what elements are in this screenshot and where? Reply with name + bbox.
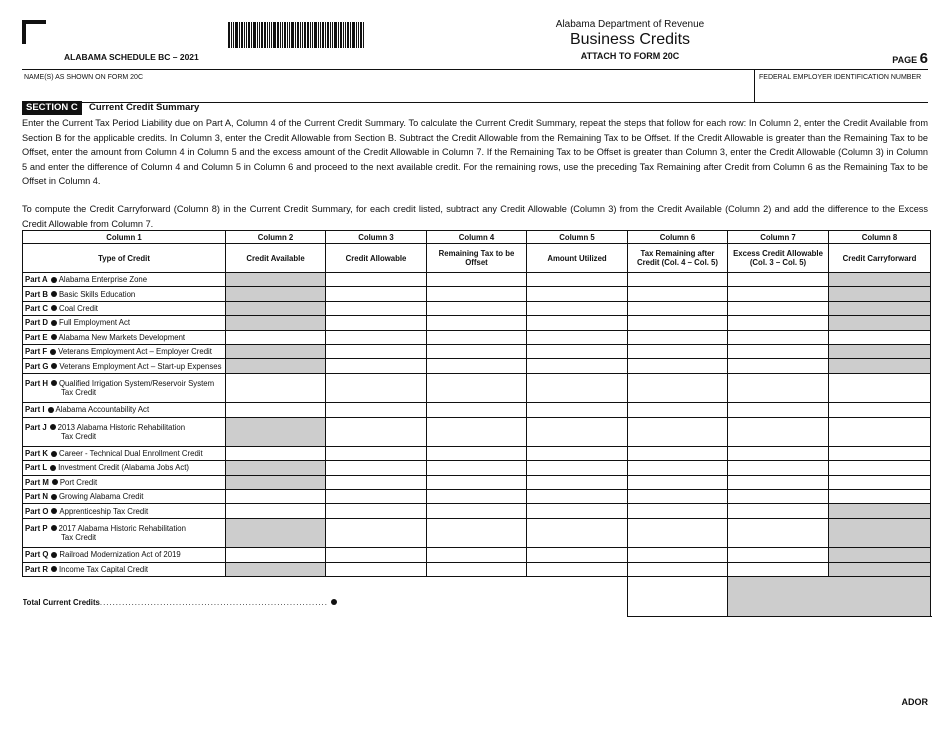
amount-cell-col7[interactable] — [728, 273, 829, 287]
bullet-icon — [51, 305, 57, 311]
credit-name-continued: Tax Credit — [61, 431, 97, 441]
amount-cell-col2 — [226, 273, 326, 287]
bullet-icon — [51, 380, 57, 386]
amount-cell-col8 — [829, 316, 931, 330]
credit-type-cell — [23, 461, 226, 475]
column-title-2: Credit Available — [226, 244, 326, 273]
form-barcode — [228, 22, 366, 48]
total-shaded-cell — [728, 577, 931, 617]
part-label: Part B — [25, 289, 48, 299]
amount-cell-col5[interactable] — [527, 301, 628, 315]
credit-name: 2017 Alabama Historic Rehabilitation — [58, 524, 186, 534]
bullet-icon — [51, 334, 57, 340]
amount-cell-col5[interactable] — [527, 461, 628, 475]
bullet-icon — [48, 407, 54, 413]
amount-cell-col4[interactable] — [427, 490, 527, 504]
table-row — [23, 417, 931, 446]
credit-name: Alabama Enterprise Zone — [58, 275, 148, 285]
credit-name: Income Tax Capital Credit — [58, 564, 149, 574]
credit-name: 2013 Alabama Historic Rehabilitation — [57, 422, 186, 432]
amount-cell-col5[interactable] — [527, 287, 628, 301]
amount-cell-col3[interactable] — [326, 373, 427, 402]
table-row — [23, 490, 931, 504]
column-number-2: Column 2 — [226, 231, 326, 244]
table-row — [23, 273, 931, 287]
amount-cell-col3[interactable] — [326, 344, 427, 358]
amount-cell-col8[interactable] — [829, 461, 931, 475]
fein-field-label: FEDERAL EMPLOYER IDENTIFICATION NUMBER — [759, 74, 922, 81]
amount-cell-col5[interactable] — [527, 504, 628, 518]
amount-cell-col2 — [226, 475, 326, 489]
part-label: Part P — [25, 524, 48, 534]
amount-cell-col2[interactable] — [226, 403, 326, 417]
table-row — [23, 403, 931, 417]
page-number: 6 — [919, 50, 928, 67]
part-label: Part R — [25, 564, 48, 574]
amount-cell-col6[interactable] — [628, 504, 728, 518]
amount-cell-col3[interactable] — [326, 359, 427, 373]
section-title: Current Credit Summary — [89, 102, 200, 113]
amount-cell-col3[interactable] — [326, 330, 427, 344]
table-row — [23, 461, 931, 475]
amount-cell-col3[interactable] — [326, 417, 427, 446]
name-field-label: NAME(S) AS SHOWN ON FORM 20C — [24, 74, 144, 81]
credit-name: Growing Alabama Credit — [58, 492, 144, 502]
amount-cell-col5[interactable] — [527, 403, 628, 417]
bullet-icon — [50, 349, 56, 355]
total-label-cell — [23, 577, 628, 617]
table-row — [23, 446, 931, 460]
amount-cell-col4[interactable] — [427, 287, 527, 301]
amount-cell-col2[interactable] — [226, 548, 326, 562]
amount-cell-col4[interactable] — [427, 403, 527, 417]
table-row — [23, 344, 931, 358]
amount-cell-col5[interactable] — [527, 475, 628, 489]
part-label: Part H — [25, 378, 48, 388]
amount-cell-col8[interactable] — [829, 446, 931, 460]
amount-cell-col2[interactable] — [226, 330, 326, 344]
amount-cell-col2 — [226, 417, 326, 446]
amount-cell-col2 — [226, 316, 326, 330]
ador-mark: ADOR — [901, 697, 928, 707]
amount-cell-col4[interactable] — [427, 330, 527, 344]
amount-cell-col7[interactable] — [728, 359, 829, 373]
amount-cell-col3[interactable] — [326, 287, 427, 301]
amount-cell-col3[interactable] — [326, 548, 427, 562]
column-number-1: Column 1 — [23, 231, 226, 244]
amount-cell-col3[interactable] — [326, 316, 427, 330]
amount-cell-col4[interactable] — [427, 548, 527, 562]
amount-cell-col2 — [226, 301, 326, 315]
amount-cell-col2 — [226, 287, 326, 301]
credit-type-cell — [23, 417, 226, 446]
amount-cell-col8[interactable] — [829, 403, 931, 417]
amount-cell-col3[interactable] — [326, 475, 427, 489]
credit-type-cell — [23, 359, 226, 373]
bullet-icon — [51, 508, 57, 514]
amount-cell-col7[interactable] — [728, 548, 829, 562]
part-label: Part G — [25, 361, 49, 371]
credit-summary-table — [22, 230, 931, 617]
part-label: Part N — [25, 492, 48, 502]
amount-cell-col4[interactable] — [427, 504, 527, 518]
part-label: Part K — [25, 449, 48, 459]
credit-name: Career - Technical Dual Enrollment Credit — [58, 449, 203, 459]
bullet-icon — [50, 424, 56, 430]
table-row — [23, 548, 931, 562]
credit-type-cell — [23, 373, 226, 402]
amount-cell-col8[interactable] — [829, 417, 931, 446]
amount-cell-col8 — [829, 518, 931, 547]
total-label: Total Current Credits — [22, 598, 100, 608]
amount-cell-col3[interactable] — [326, 461, 427, 475]
credit-name-continued: Tax Credit — [61, 533, 97, 543]
name-field[interactable] — [24, 74, 143, 81]
credit-name: Apprenticeship Tax Credit — [59, 506, 149, 516]
amount-cell-col6[interactable] — [628, 446, 728, 460]
amount-cell-col3[interactable] — [326, 562, 427, 576]
bullet-icon — [51, 552, 57, 558]
amount-cell-col3[interactable] — [326, 446, 427, 460]
bullet-icon — [331, 599, 337, 605]
part-label: Part C — [25, 303, 48, 313]
column-number-5: Column 5 — [527, 231, 628, 244]
amount-cell-col5[interactable] — [527, 417, 628, 446]
amount-cell-col4[interactable] — [427, 475, 527, 489]
credit-name: Investment Credit (Alabama Jobs Act) — [58, 463, 189, 473]
amount-cell-col7[interactable] — [728, 518, 829, 547]
table-row — [23, 518, 931, 547]
column-title-3: Credit Allowable — [326, 244, 427, 273]
amount-cell-col5[interactable] — [527, 316, 628, 330]
credit-name: Qualified Irrigation System/Reservoir System — [58, 378, 215, 388]
amount-cell-col7[interactable] — [728, 417, 829, 446]
amount-cell-col4[interactable] — [427, 344, 527, 358]
amount-cell-col8 — [829, 273, 931, 287]
bullet-icon — [51, 320, 57, 326]
amount-cell-col6[interactable] — [628, 403, 728, 417]
amount-cell-col2 — [226, 344, 326, 358]
amount-cell-col8 — [829, 359, 931, 373]
amount-cell-col4[interactable] — [427, 417, 527, 446]
amount-cell-col2[interactable] — [226, 490, 326, 504]
amount-cell-col5[interactable] — [527, 373, 628, 402]
amount-cell-col6[interactable] — [628, 359, 728, 373]
amount-cell-col6[interactable] — [628, 344, 728, 358]
amount-cell-col6[interactable] — [628, 518, 728, 547]
column-title-4: Remaining Tax to be Offset — [427, 244, 527, 273]
amount-cell-col3[interactable] — [326, 403, 427, 417]
credit-type-cell — [23, 446, 226, 460]
table-row — [23, 316, 931, 330]
amount-cell-col8 — [829, 562, 931, 576]
table-row — [23, 301, 931, 315]
column-number-6: Column 6 — [628, 231, 728, 244]
amount-cell-col5[interactable] — [527, 548, 628, 562]
column-number-row — [23, 231, 931, 244]
amount-cell-col3[interactable] — [326, 301, 427, 315]
bullet-icon — [52, 479, 58, 485]
part-label: Part D — [25, 318, 48, 328]
bullet-icon — [51, 291, 57, 297]
amount-cell-col7[interactable] — [728, 301, 829, 315]
amount-cell-col6[interactable] — [628, 273, 728, 287]
amount-cell-col8[interactable] — [829, 373, 931, 402]
amount-cell-col2[interactable] — [226, 446, 326, 460]
credit-type-cell — [23, 475, 226, 489]
amount-cell-col7[interactable] — [728, 475, 829, 489]
amount-cell-col7[interactable] — [728, 490, 829, 504]
amount-cell-col4[interactable] — [427, 518, 527, 547]
amount-cell-col7[interactable] — [728, 446, 829, 460]
amount-cell-col7[interactable] — [728, 403, 829, 417]
column-title-row — [23, 244, 931, 273]
table-row — [23, 504, 931, 518]
credit-name: Veterans Employment Act – Employer Credit — [58, 347, 212, 357]
amount-cell-col5[interactable] — [527, 446, 628, 460]
bullet-icon — [51, 525, 57, 531]
amount-cell-col2 — [226, 461, 326, 475]
credit-name: Alabama New Markets Development — [58, 332, 186, 342]
amount-cell-col4[interactable] — [427, 562, 527, 576]
amount-cell-col4[interactable] — [427, 446, 527, 460]
column-number-8: Column 8 — [829, 231, 931, 244]
amount-cell-col6[interactable] — [628, 287, 728, 301]
part-label: Part Q — [25, 550, 49, 560]
amount-cell-col8 — [829, 344, 931, 358]
bullet-icon — [50, 465, 56, 471]
column-title-5: Amount Utilized — [527, 244, 628, 273]
amount-cell-col6[interactable] — [628, 475, 728, 489]
amount-cell-col6[interactable] — [628, 548, 728, 562]
form-header — [470, 19, 790, 61]
attach-instruction: ATTACH TO FORM 20C — [580, 51, 680, 61]
amount-cell-col8[interactable] — [829, 330, 931, 344]
column-number-4: Column 4 — [427, 231, 527, 244]
amount-cell-col2 — [226, 562, 326, 576]
amount-cell-col2 — [226, 518, 326, 547]
column-number-7: Column 7 — [728, 231, 829, 244]
credit-type-cell — [23, 490, 226, 504]
amount-cell-col5[interactable] — [527, 518, 628, 547]
amount-cell-col4[interactable] — [427, 359, 527, 373]
amount-cell-col8 — [829, 504, 931, 518]
registration-corner-mark — [22, 20, 46, 44]
bullet-icon — [51, 566, 57, 572]
total-row — [23, 577, 931, 617]
part-label: Part E — [25, 332, 48, 342]
section-header — [22, 101, 928, 115]
credit-type-cell — [23, 504, 226, 518]
department-name: Alabama Department of Revenue — [555, 19, 705, 30]
amount-cell-col2[interactable] — [226, 504, 326, 518]
credit-type-cell — [23, 273, 226, 287]
amount-cell-col3[interactable] — [326, 504, 427, 518]
amount-cell-col5[interactable] — [527, 344, 628, 358]
total-leader-dots: ........................................................................ — [99, 598, 328, 608]
part-label: Part F — [25, 347, 48, 357]
amount-cell-col8 — [829, 301, 931, 315]
schedule-label: ALABAMA SCHEDULE BC – 2021 — [64, 52, 199, 62]
credit-type-cell — [23, 562, 226, 576]
form-title: Business Credits — [569, 31, 691, 48]
credit-type-cell — [23, 518, 226, 547]
credit-name: Port Credit — [59, 477, 98, 487]
column-title-7: Excess Credit Allowable (Col. 3 – Col. 5) — [728, 244, 829, 273]
bullet-icon — [51, 363, 57, 369]
total-amount-cell[interactable] — [628, 577, 728, 617]
credit-type-cell — [23, 316, 226, 330]
amount-cell-col6[interactable] — [628, 316, 728, 330]
instructions-paragraph-2: To compute the Credit Carryforward (Column 8) in the Current Credit Summary, for each credit listed, subtract any Credit Allowable (Column 3) from the Credit Available (Column 2) and add the difference to the Excess Credit Allowable from Column 7. — [22, 204, 928, 229]
bullet-icon — [51, 451, 57, 457]
part-label: Part A — [25, 275, 48, 285]
table-row — [23, 359, 931, 373]
amount-cell-col5[interactable] — [527, 359, 628, 373]
instructions-paragraph-1: Enter the Current Tax Period Liability due on Part A, Column 4 of the Current Credit Summary. To calculate the Current Credit Summary, repeat the steps that follow for each row: In Column 2, enter the Credit Available from Section B for the applicable credits. In Column 3, enter the Credit Allowable from Section B. Subtract the Credit Allowable from the Remaining Tax to be Offset. If the Credit Allowable is greater than the Remaining Tax to be Offset, enter the amount from Column 4 in Column 5 and the excess amount of the Credit Allowable in Column 7. If the Remaining Tax to be Offset is greater than Column 3, enter the Credit Allowable (Column 3) in Column 5 and enter the difference of Column 4 and Column 5 in Column 6 and proceed to the next available credit. For the remaining rows, use the preceding Tax Remaining after Credit from Column 6 as the Remaining Tax to be Offset in Column 4. — [22, 118, 928, 187]
amount-cell-col7[interactable] — [728, 287, 829, 301]
amount-cell-col6[interactable] — [628, 373, 728, 402]
amount-cell-col7[interactable] — [728, 330, 829, 344]
amount-cell-col2[interactable] — [226, 373, 326, 402]
amount-cell-col6[interactable] — [628, 417, 728, 446]
table-row — [23, 330, 931, 344]
amount-cell-col4[interactable] — [427, 301, 527, 315]
amount-cell-col8[interactable] — [829, 490, 931, 504]
amount-cell-col2 — [226, 359, 326, 373]
column-title-6: Tax Remaining after Credit (Col. 4 – Col. 5) — [628, 244, 728, 273]
amount-cell-col4[interactable] — [427, 373, 527, 402]
amount-cell-col7[interactable] — [728, 373, 829, 402]
amount-cell-col7[interactable] — [728, 562, 829, 576]
credit-type-cell — [23, 548, 226, 562]
amount-cell-col4[interactable] — [427, 316, 527, 330]
part-label: Part O — [25, 506, 49, 516]
amount-cell-col5[interactable] — [527, 562, 628, 576]
part-label: Part L — [25, 463, 48, 473]
amount-cell-col3[interactable] — [326, 273, 427, 287]
part-label: Part M — [25, 477, 49, 487]
section-tag: SECTION C — [22, 101, 82, 115]
page-indicator — [892, 50, 928, 67]
credit-type-cell — [23, 301, 226, 315]
credit-name: Basic Skills Education — [58, 289, 136, 299]
amount-cell-col7[interactable] — [728, 316, 829, 330]
amount-cell-col5[interactable] — [527, 490, 628, 504]
table-row — [23, 287, 931, 301]
credit-type-cell — [23, 403, 226, 417]
amount-cell-col8[interactable] — [829, 475, 931, 489]
amount-cell-col3[interactable] — [326, 490, 427, 504]
amount-cell-col8 — [829, 548, 931, 562]
credit-type-cell — [23, 287, 226, 301]
amount-cell-col4[interactable] — [427, 461, 527, 475]
table-row — [23, 475, 931, 489]
amount-cell-col6[interactable] — [628, 490, 728, 504]
column-title-8: Credit Carryforward — [829, 244, 931, 273]
column-title-1: Type of Credit — [23, 244, 226, 273]
amount-cell-col6[interactable] — [628, 301, 728, 315]
amount-cell-col3[interactable] — [326, 518, 427, 547]
amount-cell-col7[interactable] — [728, 344, 829, 358]
table-row — [23, 373, 931, 402]
amount-cell-col6[interactable] — [628, 562, 728, 576]
credit-name: Alabama Accountability Act — [55, 405, 150, 415]
credit-name: Railroad Modernization Act of 2019 — [59, 550, 181, 560]
credit-type-cell — [23, 330, 226, 344]
part-label: Part I — [25, 405, 45, 415]
page-label: PAGE — [892, 55, 918, 65]
amount-cell-col7[interactable] — [728, 504, 829, 518]
bullet-icon — [51, 494, 57, 500]
bullet-icon — [51, 277, 57, 283]
credit-name: Full Employment Act — [58, 318, 131, 328]
amount-cell-col4[interactable] — [427, 273, 527, 287]
part-label: Part J — [25, 422, 47, 432]
credit-type-cell — [23, 344, 226, 358]
amount-cell-col5[interactable] — [527, 273, 628, 287]
credit-name: Veterans Employment Act – Start-up Expenses — [59, 361, 222, 371]
amount-cell-col7[interactable] — [728, 461, 829, 475]
amount-cell-col5[interactable] — [527, 330, 628, 344]
fein-field[interactable] — [754, 70, 921, 102]
amount-cell-col6[interactable] — [628, 330, 728, 344]
column-number-3: Column 3 — [326, 231, 427, 244]
table-row — [23, 562, 931, 576]
amount-cell-col8 — [829, 287, 931, 301]
taxpayer-id-row — [22, 69, 928, 103]
amount-cell-col6[interactable] — [628, 461, 728, 475]
credit-name: Coal Credit — [58, 303, 98, 313]
credit-name-continued: Tax Credit — [61, 387, 97, 397]
